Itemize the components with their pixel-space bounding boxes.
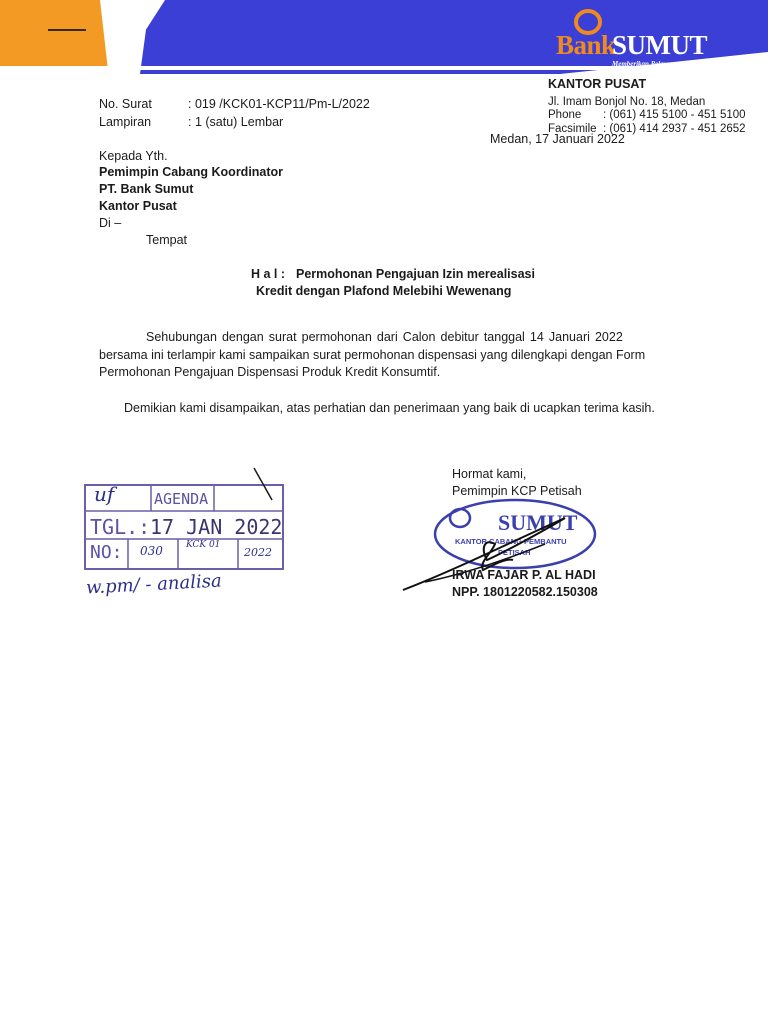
logo-bank-text: Bank (556, 30, 616, 60)
recipient-place: Tempat (146, 233, 187, 247)
signer-npp: NPP. 1801220582.150308 (452, 585, 598, 599)
body-paragraph-1-line-3: Permohonan Pengajuan Dispensasi Produk Kredit Konsumtif. (99, 365, 441, 379)
body-paragraph-1-line-1: Sehubungan dengan surat permohonan dari Calon debitur tanggal 14 Januari 2022 (146, 330, 623, 344)
subject-label: H a l : (251, 267, 286, 281)
no-surat-label: No. Surat (99, 97, 152, 111)
no-surat-value: : 019 /KCK01-KCP11/Pm-L/2022 (188, 97, 370, 111)
body-paragraph-2: Demikian kami disampaikan, atas perhatian dan penerimaan yang baik di ucapkan terima kasih. (124, 401, 655, 415)
agenda-initial: uf (94, 482, 115, 506)
branch-stamp-brand: SUMUT (498, 510, 578, 535)
lampiran-label: Lampiran (99, 115, 152, 129)
closing-regards: Hormat kami, (452, 467, 527, 481)
recipient-di: Di – (99, 216, 122, 230)
handwritten-note: w.pm/ - analisa (85, 570, 223, 599)
logo-tagline: Memberikan Pelayanan Terbaik (612, 60, 706, 68)
signer-name: IRWA FAJAR P. AL HADI (452, 568, 596, 582)
lampiran-value: : 1 (satu) Lembar (188, 115, 284, 129)
office-title: KANTOR PUSAT (548, 77, 647, 91)
recipient-position: Pemimpin Cabang Koordinator (99, 165, 284, 179)
agenda-no-value-3: 2022 (244, 546, 272, 559)
body-paragraph-1-line-2: bersama ini terlampir kami sampaikan surat permohonan dispensasi yang dilengkapi dengan Form (99, 348, 646, 362)
signer-position: Pemimpin KCP Petisah (452, 484, 582, 498)
subject-line2: Kredit dengan Plafond Melebihi Wewenang (256, 284, 512, 298)
phone-label: Phone (548, 109, 582, 121)
recipient-company: PT. Bank Sumut (99, 182, 194, 196)
handwritten-check-mark (250, 466, 280, 506)
agenda-no-value-1: 030 (140, 544, 163, 558)
letter-date: Medan, 17 Januari 2022 (490, 132, 625, 146)
branch-stamp-line1: KANTOR CABANG PEMBANTU (455, 537, 567, 546)
phone-value: : (061) 415 5100 - 451 5100 (603, 109, 746, 121)
office-address: Jl. Imam Bonjol No. 18, Medan (548, 96, 706, 108)
logo-sumut-text: SUMUT (612, 30, 708, 60)
fax-label: Facsimile (548, 123, 597, 135)
recipient-office: Kantor Pusat (99, 199, 177, 213)
agenda-no-value-2: KCK 01 (186, 540, 221, 550)
agenda-tgl-label: TGL.: (90, 515, 151, 539)
fax-value: : (061) 414 2937 - 451 2652 (603, 123, 746, 135)
branch-stamp-line2: PETISAH (498, 548, 531, 557)
agenda-title: AGENDA (154, 490, 209, 508)
agenda-tgl-value: 17 JAN 2022 (150, 515, 283, 539)
agenda-no-label: NO: (90, 542, 123, 563)
recipient-greeting: Kepada Yth. (99, 149, 168, 163)
subject-line1: Permohonan Pengajuan Izin merealisasi (296, 267, 535, 281)
